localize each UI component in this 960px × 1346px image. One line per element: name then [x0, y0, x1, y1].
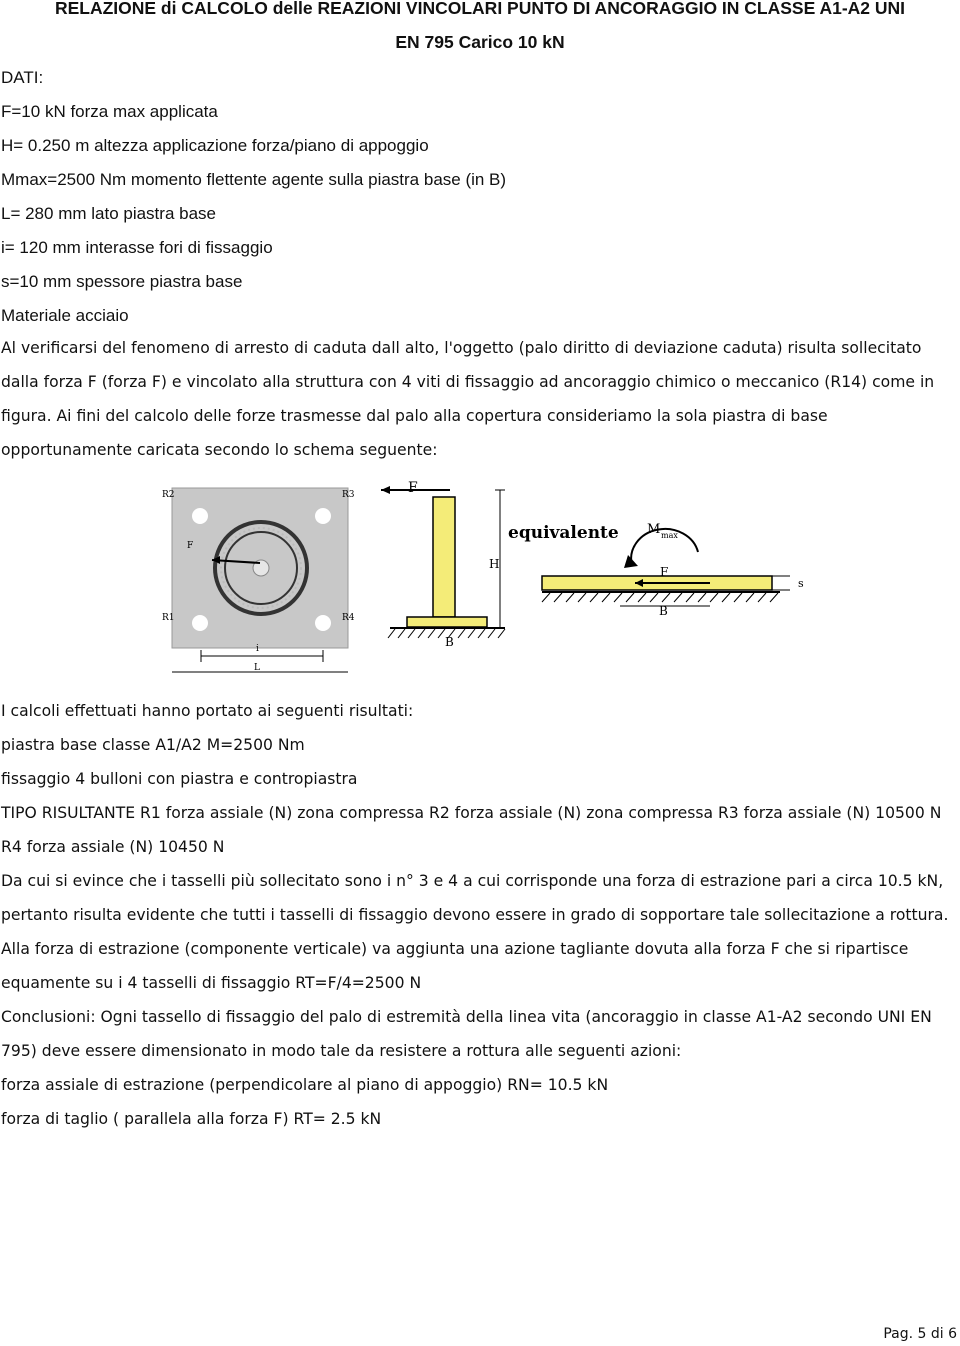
label-beam-f: F	[660, 565, 669, 579]
action-shear: forza di taglio ( parallela alla forza F) RT= 2.5 kN	[1, 1110, 382, 1128]
post-drawing	[381, 480, 505, 649]
label-r1: R1	[162, 613, 175, 623]
label-r3: R3	[342, 490, 355, 500]
action-axial: forza assiale di estrazione (perpendicolare al piano di appoggio) RN= 10.5 kN	[1, 1076, 609, 1094]
data-row: F=10 kN forza max applicata	[1, 102, 218, 121]
data-row: i= 120 mm interasse fori di fissaggio	[1, 238, 273, 257]
data-row: L= 280 mm lato piastra base	[1, 204, 216, 223]
title-line-2: EN 795 Carico 10 kN	[395, 32, 565, 52]
label-s: s	[798, 577, 804, 590]
results-line: fissaggio 4 bulloni con piastra e contropiastra	[1, 770, 358, 788]
data-row: Materiale acciaio	[1, 306, 129, 325]
results-line: piastra base classe A1/A2 M=2500 Nm	[1, 736, 305, 754]
results-section	[1, 694, 959, 1136]
evince-paragraph: Da cui si evince che i tasselli più sollecitato sono i n° 3 e 4 a cui corrisponde una forza di estrazione pari a circa 10.5 kN, pertanto risulta evidente che tutti i tasselli di fissaggio devono essere in grado di sopportare tale sollecitazione a rottura. Alla forza di estrazione (componente verticale) va aggiunta una azione tagliante dovuta alla forza F che si ripartisce equamente su i 4 tasselli di fissaggio RT=F/4=2500 N	[1, 872, 949, 992]
equivalent-label: equivalente	[508, 523, 619, 543]
title-line-1: RELAZIONE di CALCOLO delle REAZIONI VINCOLARI PUNTO DI ANCORAGGIO IN CLASSE A1-A2 UNI	[54, 0, 906, 18]
label-r4: R4	[342, 613, 355, 623]
results-line: I calcoli effettuati hanno portato ai seguenti risultati:	[1, 702, 414, 720]
data-row: Mmax=2500 Nm momento flettente agente sulla piastra base (in B)	[1, 170, 507, 189]
label-l: L	[254, 663, 260, 673]
label-post-f: F	[408, 480, 418, 496]
label-r2: R2	[162, 490, 175, 500]
label-m-sub: max	[661, 531, 678, 540]
label-plate-f: F	[187, 541, 194, 551]
load-scheme-figure	[150, 480, 820, 680]
base-plate-drawing	[162, 488, 355, 673]
tipo-paragraph: TIPO RISULTANTE R1 forza assiale (N) zona compressa R2 forza assiale (N) zona compressa R3 forza assiale (N) 10500 N R4 forza assiale (N) 10450 N	[1, 804, 942, 856]
label-h: H	[489, 557, 500, 571]
data-row: H= 0.250 m altezza applicazione forza/piano di appoggio	[1, 136, 429, 155]
label-beam-b: B	[659, 604, 668, 618]
intro-paragraph: Al verificarsi del fenomeno di arresto di caduta dall alto, l'oggetto (palo diritto di deviazione caduta) risulta sollecitato dalla forza F (forza F) e vincolato alla struttura con 4 viti di fissaggio ad ancoraggio chimico o meccanico (R14) come in figura. Ai fini del calcolo delle forze trasmesse dal palo alla copertura consideriamo la sola piastra di base opportunamente caricata secondo lo schema seguente:	[1, 339, 935, 459]
load-scheme-svg	[150, 480, 820, 680]
data-row: s=10 mm spessore piastra base	[1, 272, 243, 291]
intro-section	[1, 331, 959, 467]
label-m: M	[647, 522, 661, 537]
label-post-b: B	[445, 635, 454, 649]
page-number: Pag. 5 di 6	[883, 1326, 957, 1342]
conclusion-paragraph: Conclusioni: Ogni tassello di fissaggio del palo di estremità della linea vita (ancoraggio in classe A1-A2 secondo UNI EN 795) deve essere dimensionato in modo tale da resistere a rottura alle seguenti azioni:	[1, 1008, 932, 1060]
data-heading: DATI:	[1, 68, 44, 87]
data-section	[1, 61, 941, 333]
label-i: i	[256, 644, 259, 654]
